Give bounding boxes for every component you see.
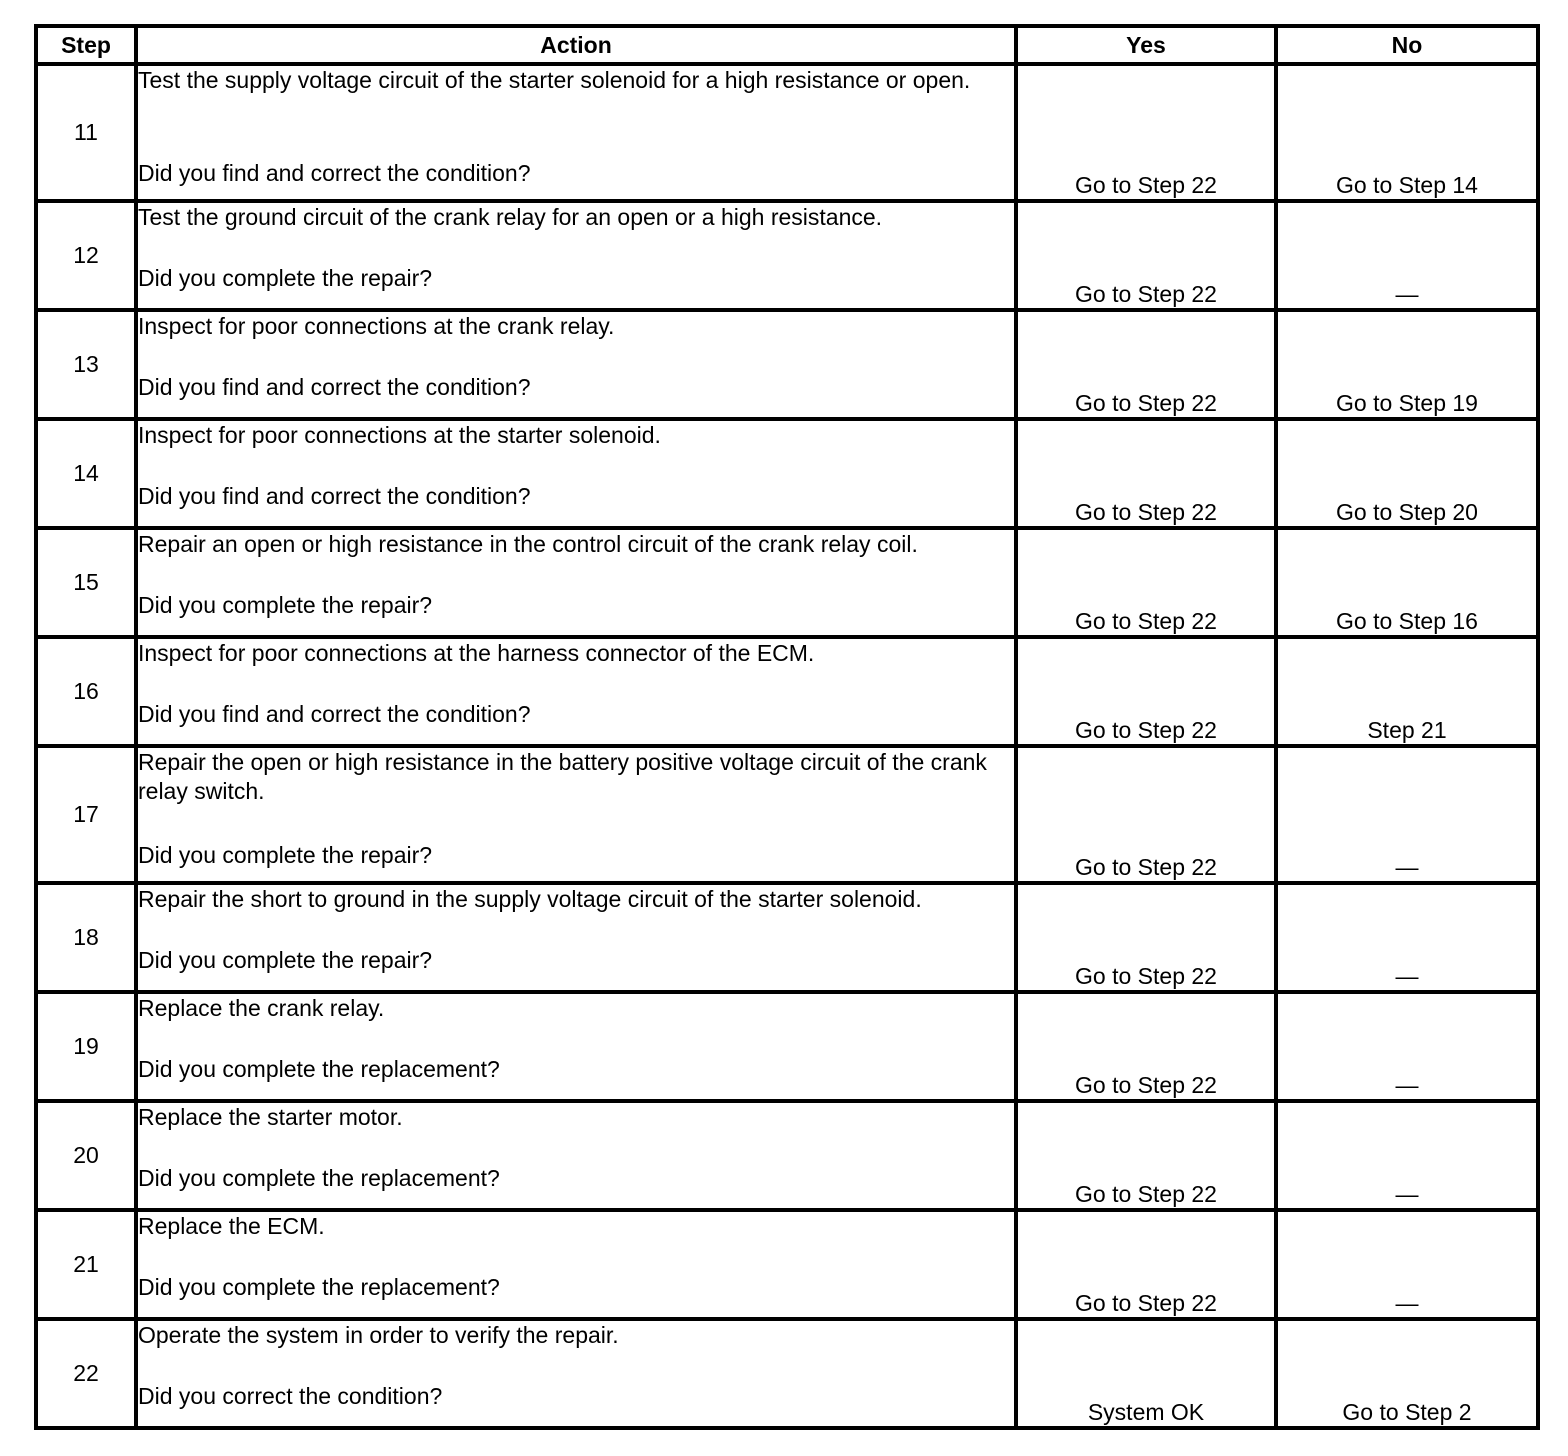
yes-result: System OK <box>1016 1319 1276 1428</box>
no-result: — <box>1276 1101 1538 1210</box>
no-result: — <box>1276 992 1538 1101</box>
no-result: Go to Step 20 <box>1276 419 1538 528</box>
table-row <box>36 637 1538 746</box>
action-cell <box>136 1210 1016 1319</box>
yes-result: Go to Step 22 <box>1016 1210 1276 1319</box>
step-number: 14 <box>36 419 136 528</box>
yes-result: Go to Step 22 <box>1016 992 1276 1101</box>
action-cell <box>136 746 1016 883</box>
action-cell <box>136 201 1016 310</box>
header-action: Action <box>136 26 1016 64</box>
action-instruction: Inspect for poor connections at the crank relay. <box>138 313 615 339</box>
table-row <box>36 1319 1538 1428</box>
table-row <box>36 746 1538 883</box>
header-row <box>36 26 1538 64</box>
table-row <box>36 1210 1538 1319</box>
action-instruction: Replace the ECM. <box>138 1213 325 1239</box>
action-instruction: Replace the starter motor. <box>138 1104 403 1130</box>
step-number: 19 <box>36 992 136 1101</box>
table-row <box>36 64 1538 201</box>
step-number: 12 <box>36 201 136 310</box>
action-cell <box>136 64 1016 201</box>
action-cell <box>136 883 1016 992</box>
step-number: 17 <box>36 746 136 883</box>
table-row <box>36 419 1538 528</box>
action-question: Did you find and correct the condition? <box>138 483 531 509</box>
action-question: Did you find and correct the condition? <box>138 701 531 727</box>
yes-result: Go to Step 22 <box>1016 1101 1276 1210</box>
no-result: — <box>1276 746 1538 883</box>
action-question: Did you find and correct the condition? <box>138 160 531 186</box>
yes-result: Go to Step 22 <box>1016 64 1276 201</box>
action-instruction: Test the ground circuit of the crank relay for an open or a high resistance. <box>138 204 883 230</box>
action-instruction: Repair an open or high resistance in the control circuit of the crank relay coil. <box>138 531 918 557</box>
action-question: Did you complete the replacement? <box>138 1165 500 1191</box>
action-cell <box>136 1319 1016 1428</box>
table-row <box>36 1101 1538 1210</box>
no-result: Step 21 <box>1276 637 1538 746</box>
step-number: 11 <box>36 64 136 201</box>
table-row <box>36 883 1538 992</box>
no-result: — <box>1276 201 1538 310</box>
yes-result: Go to Step 22 <box>1016 201 1276 310</box>
yes-result: Go to Step 22 <box>1016 746 1276 883</box>
header-no: No <box>1276 26 1538 64</box>
yes-result: Go to Step 22 <box>1016 883 1276 992</box>
action-cell <box>136 419 1016 528</box>
action-question: Did you find and correct the condition? <box>138 374 531 400</box>
action-question: Did you complete the repair? <box>138 842 433 868</box>
action-question: Did you correct the condition? <box>138 1383 443 1409</box>
step-number: 16 <box>36 637 136 746</box>
action-instruction: Inspect for poor connections at the starter solenoid. <box>138 422 661 448</box>
action-instruction: Repair the short to ground in the supply voltage circuit of the starter solenoid. <box>138 886 922 912</box>
step-number: 13 <box>36 310 136 419</box>
table-row <box>36 310 1538 419</box>
step-number: 15 <box>36 528 136 637</box>
diagnostic-table <box>34 24 1540 1430</box>
no-result: — <box>1276 883 1538 992</box>
action-question: Did you complete the repair? <box>138 592 433 618</box>
action-question: Did you complete the replacement? <box>138 1274 500 1300</box>
action-instruction: Replace the crank relay. <box>138 995 385 1021</box>
action-cell <box>136 310 1016 419</box>
yes-result: Go to Step 22 <box>1016 637 1276 746</box>
no-result: Go to Step 19 <box>1276 310 1538 419</box>
yes-result: Go to Step 22 <box>1016 310 1276 419</box>
table-row <box>36 201 1538 310</box>
action-cell <box>136 637 1016 746</box>
action-cell <box>136 1101 1016 1210</box>
no-result: Go to Step 14 <box>1276 64 1538 201</box>
yes-result: Go to Step 22 <box>1016 528 1276 637</box>
no-result: Go to Step 2 <box>1276 1319 1538 1428</box>
step-number: 22 <box>36 1319 136 1428</box>
table-row <box>36 992 1538 1101</box>
step-number: 20 <box>36 1101 136 1210</box>
action-question: Did you complete the repair? <box>138 265 433 291</box>
no-result: Go to Step 16 <box>1276 528 1538 637</box>
action-cell <box>136 528 1016 637</box>
step-number: 21 <box>36 1210 136 1319</box>
header-yes: Yes <box>1016 26 1276 64</box>
no-result: — <box>1276 1210 1538 1319</box>
step-number: 18 <box>36 883 136 992</box>
action-instruction: Repair the open or high resistance in the battery positive voltage circuit of the crank relay switch. <box>138 749 987 804</box>
action-instruction: Test the supply voltage circuit of the starter solenoid for a high resistance or open. <box>138 67 971 93</box>
action-instruction: Inspect for poor connections at the harness connector of the ECM. <box>138 640 815 666</box>
action-instruction: Operate the system in order to verify the repair. <box>138 1322 619 1348</box>
table-row <box>36 528 1538 637</box>
action-question: Did you complete the replacement? <box>138 1056 500 1082</box>
action-question: Did you complete the repair? <box>138 947 433 973</box>
header-step: Step <box>36 26 136 64</box>
action-cell <box>136 992 1016 1101</box>
yes-result: Go to Step 22 <box>1016 419 1276 528</box>
